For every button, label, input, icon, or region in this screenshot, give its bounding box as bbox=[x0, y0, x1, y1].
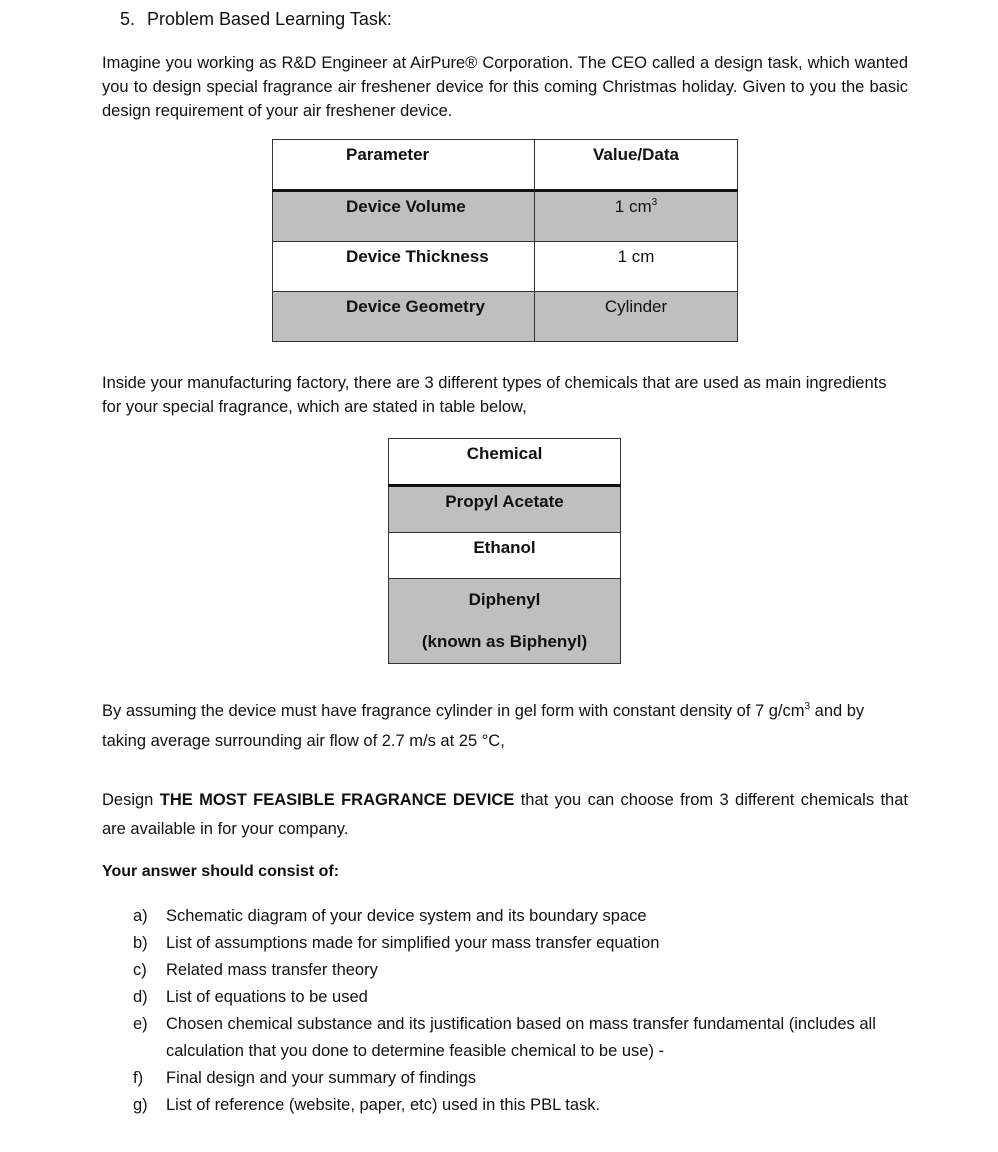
conditions-paragraph bbox=[102, 696, 908, 756]
table-row bbox=[273, 292, 738, 342]
table-header-row bbox=[273, 140, 738, 191]
chemical-cell bbox=[389, 579, 621, 664]
list-item bbox=[133, 930, 913, 957]
list-item-text: List of equations to be used bbox=[166, 988, 368, 1006]
table-row bbox=[389, 486, 621, 533]
value-superscript: 3 bbox=[651, 197, 658, 208]
design-task-suffix: that you can choose from 3 different chemicals that are available in for your company. bbox=[102, 791, 908, 838]
list-item-label: f) bbox=[133, 1069, 144, 1087]
list-item-text: Chosen chemical substance and its justification based on mass transfer fundamental (includes all calculation that you done to determine feasible chemical to be use) - bbox=[166, 1015, 876, 1060]
chemicals-table bbox=[388, 438, 621, 664]
column-header-parameter: Parameter bbox=[273, 140, 535, 191]
section-title: Problem Based Learning Task: bbox=[147, 9, 392, 29]
chemicals-intro-paragraph: Inside your manufacturing factory, there are 3 different types of chemicals that are used as main ingredients for your special fragrance, which are stated in table below, bbox=[102, 374, 887, 416]
table-row bbox=[273, 191, 738, 242]
list-item-label: e) bbox=[133, 1015, 148, 1033]
list-item bbox=[133, 984, 913, 1011]
design-task-paragraph bbox=[102, 786, 908, 844]
requirements-table bbox=[272, 139, 738, 342]
list-item bbox=[133, 957, 913, 984]
list-item bbox=[133, 1092, 913, 1119]
list-item-label: c) bbox=[133, 961, 147, 979]
conditions-text-continued: and by taking average surrounding air flow of 2.7 m/s at 25 °C, bbox=[102, 702, 865, 750]
table-row bbox=[389, 533, 621, 579]
list-item bbox=[133, 1011, 913, 1065]
chemical-name: Diphenyl bbox=[468, 590, 541, 609]
column-header-chemical: Chemical bbox=[389, 439, 621, 486]
parameter-cell: Device Geometry bbox=[273, 292, 535, 342]
table-header-row bbox=[389, 439, 621, 486]
list-item-label: b) bbox=[133, 934, 148, 952]
list-item-label: a) bbox=[133, 907, 148, 925]
table-row bbox=[273, 242, 738, 292]
value-cell bbox=[535, 191, 738, 242]
intro-paragraph: Imagine you working as R&D Engineer at AirPure® Corporation. The CEO called a design task, which wanted you to design special fragrance air freshener device for this coming Christmas holiday. Given to you the basic design requirement of your air freshener device. bbox=[102, 54, 908, 120]
parameter-cell: Device Volume bbox=[273, 191, 535, 242]
list-item-text: Related mass transfer theory bbox=[166, 961, 378, 979]
table-row bbox=[389, 579, 621, 664]
answer-heading: Your answer should consist of: bbox=[102, 863, 340, 880]
section-heading bbox=[120, 9, 392, 30]
chemical-cell: Ethanol bbox=[389, 533, 621, 579]
section-number: 5. bbox=[120, 9, 136, 29]
value-text: 1 cm bbox=[614, 197, 652, 216]
chemical-note: (known as Biphenyl) bbox=[421, 632, 588, 651]
design-task-prefix: Design bbox=[102, 791, 160, 809]
list-item-text: Final design and your summary of findings bbox=[166, 1069, 476, 1087]
design-task-emphasis: THE MOST FEASIBLE FRAGRANCE DEVICE bbox=[159, 791, 515, 809]
column-header-value: Value/Data bbox=[535, 140, 738, 191]
list-item-text: Schematic diagram of your device system and its boundary space bbox=[166, 907, 647, 925]
list-item-text: List of assumptions made for simplified your mass transfer equation bbox=[166, 934, 660, 952]
value-cell: Cylinder bbox=[535, 292, 738, 342]
value-cell: 1 cm bbox=[535, 242, 738, 292]
list-item-label: d) bbox=[133, 988, 148, 1006]
answer-list bbox=[133, 903, 913, 1119]
chemical-cell: Propyl Acetate bbox=[389, 486, 621, 533]
list-item-text: List of reference (website, paper, etc) used in this PBL task. bbox=[166, 1096, 601, 1114]
list-item bbox=[133, 903, 913, 930]
conditions-text: By assuming the device must have fragrance cylinder in gel form with constant density of 7 g/cm bbox=[102, 702, 805, 720]
list-item bbox=[133, 1065, 913, 1092]
conditions-superscript: 3 bbox=[804, 701, 811, 712]
list-item-label: g) bbox=[133, 1096, 148, 1114]
parameter-cell: Device Thickness bbox=[273, 242, 535, 292]
